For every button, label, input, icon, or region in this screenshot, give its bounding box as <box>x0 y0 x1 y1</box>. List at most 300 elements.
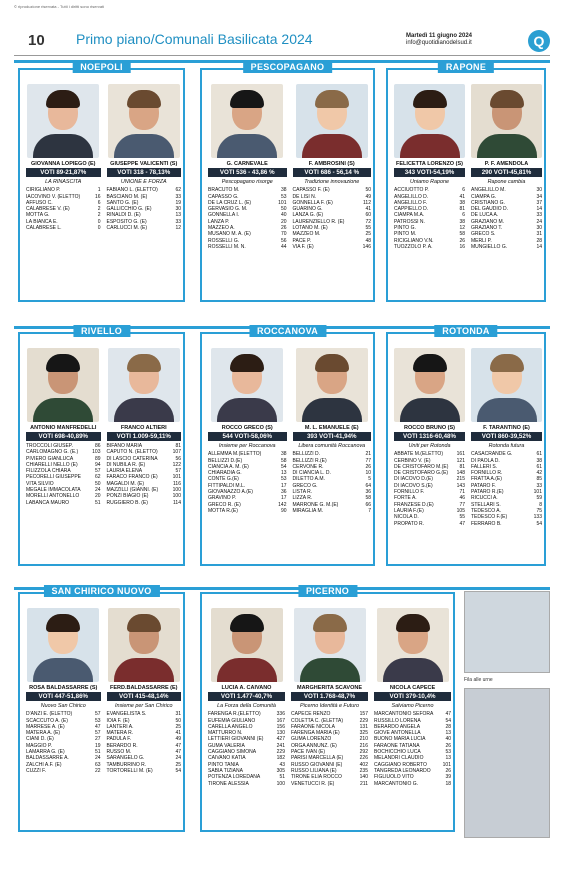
councillor-name: FRANZESE D.(E) <box>394 501 434 508</box>
town-name: ROCCANOVA <box>249 325 326 337</box>
councillor-name: CARLOMAGNO G. (E.) <box>26 449 79 456</box>
councillor-votes: 53 <box>94 717 101 724</box>
councillor-name: FARAONE TATIANA <box>374 742 420 749</box>
councillor-name: FARAONE NICOLA <box>291 723 335 730</box>
councillor-votes: 101 <box>278 199 287 206</box>
town-box <box>18 326 185 566</box>
councillor-name: LAMARRA G. (E) <box>26 749 65 756</box>
councillor-name: MAZZEO A. <box>208 225 235 232</box>
councillor-votes: 2 <box>97 206 101 213</box>
councillor-name: PACE IVAN (E) <box>291 749 325 756</box>
councillor-votes: 143 <box>456 482 465 489</box>
candidate-name: ROCCO GRECO (S) <box>221 425 273 431</box>
candidate-column <box>471 348 542 527</box>
candidate-votes: VOTI 1.768-48,7% <box>291 692 368 701</box>
councillor-votes: 121 <box>456 457 465 464</box>
councillor-votes: 131 <box>359 723 368 730</box>
councillor-name: MEGALE IMMACOLATA <box>26 487 81 494</box>
councillor-name: AFFUSO C. <box>26 199 53 206</box>
list-item <box>394 521 465 527</box>
photo-body <box>114 134 174 158</box>
town-name: PICERNO <box>298 585 357 597</box>
councillor-name: MARRESE A. (E) <box>26 723 65 730</box>
councillor-name: ESPOSITO G. (E) <box>106 218 147 225</box>
councillor-name: DI NUBILA R. (E) <box>106 461 146 468</box>
candidate-votes: 290 VOTI-45,81% <box>471 168 542 177</box>
councillor-votes: 27 <box>94 736 101 743</box>
party-name: Insieme per Roccanova <box>218 443 276 449</box>
councillor-votes: 26 <box>365 463 371 470</box>
councillor-votes: 161 <box>456 451 465 458</box>
councillor-votes: 42 <box>536 470 542 477</box>
photo-body <box>477 134 537 158</box>
candidate-photo <box>27 84 99 158</box>
councillor-name: CIANCIA A. M. (E) <box>208 463 249 470</box>
councillor-votes: 6 <box>97 199 101 206</box>
councillor-name: CIAMPA M.A. <box>394 212 425 219</box>
councillor-votes: 157 <box>359 711 368 718</box>
councillor-votes: 21 <box>365 451 371 458</box>
councillor-name: DE CRISTOFARO M.(E) <box>394 463 449 470</box>
councillor-votes: 55 <box>365 225 371 232</box>
list-item <box>26 500 101 506</box>
candidate-photo <box>108 348 180 422</box>
councillor-votes: 402 <box>359 761 368 768</box>
councillor-name: TAMBURRINO R. <box>106 761 147 768</box>
candidate-name: NICOLA CAPECE <box>389 685 436 691</box>
candidate-photo <box>471 348 542 422</box>
councillor-name: FARACO FRANCO (E) <box>106 474 158 481</box>
councillor-votes: 50 <box>175 717 181 724</box>
councillor-votes: 43 <box>279 761 285 768</box>
councillor-name: DEL GAUDIO D. <box>471 206 509 213</box>
photo-body <box>114 398 174 422</box>
councillor-votes: 19 <box>94 742 101 749</box>
councillor-votes: 10 <box>365 470 371 477</box>
candidate-name: FELICETTA LORENZO (S) <box>396 161 463 167</box>
councillor-name: BELLIZZI R.(E) <box>292 457 327 464</box>
council-list <box>291 703 368 787</box>
candidate-column <box>394 348 465 527</box>
candidate-column <box>26 608 101 774</box>
councillor-name: GUARINO G. <box>292 206 323 213</box>
councillor-votes: 130 <box>276 730 285 737</box>
councillor-votes: 38 <box>459 199 465 206</box>
councillor-name: BERARDO R. <box>106 742 138 749</box>
councillor-votes: 325 <box>359 730 368 737</box>
candidate-photo <box>27 608 99 682</box>
photo-body <box>217 658 277 682</box>
councillor-name: TANGREDA LEONARDO <box>374 767 431 774</box>
photo-hair <box>313 614 347 632</box>
councillor-votes: 40 <box>280 212 287 219</box>
councillor-name: LAURIA F.(E) <box>394 507 424 514</box>
councillor-votes: 54 <box>536 520 542 527</box>
councillor-votes: 229 <box>276 749 285 756</box>
councillor-votes: 61 <box>536 451 542 458</box>
councillor-votes: 81 <box>459 206 465 213</box>
councillor-votes: 58 <box>280 457 287 464</box>
councillor-votes: 64 <box>365 482 371 489</box>
councillor-votes: 39 <box>445 774 451 781</box>
councillor-name: SABIA TIZIANA <box>208 767 243 774</box>
page-title: Primo piano/Comunali Basilicata 2024 <box>76 31 313 47</box>
candidate-column <box>293 348 372 514</box>
councillor-votes: 20 <box>280 218 287 225</box>
councillor-votes: 53 <box>445 749 451 756</box>
councillor-name: ROSSELLI G. <box>208 237 240 244</box>
councillor-name: MOTTA R.(E) <box>208 507 238 514</box>
candidate-name: LUCIA A. CAIVANO <box>221 685 272 691</box>
councillor-votes: 216 <box>359 742 368 749</box>
councillor-votes: 28 <box>536 237 542 244</box>
list-item <box>471 244 542 250</box>
councillor-name: SANTO G. (E) <box>106 199 139 206</box>
photo-hair <box>315 90 349 108</box>
councillor-name: MAZZILLI (GIANNI. (E) <box>106 487 159 494</box>
councillor-name: GONNELLA I. <box>208 212 240 219</box>
councillor-votes: 24 <box>94 487 101 494</box>
candidate-column <box>291 608 368 787</box>
councillor-name: BRACUTO M. <box>208 187 240 194</box>
council-list <box>293 443 372 514</box>
councillor-name: ANGELILLO F. <box>394 199 428 206</box>
logo-icon: Q <box>528 30 550 52</box>
town-name: RIVELLO <box>73 325 130 337</box>
councillor-votes: 16 <box>459 243 465 250</box>
councillor-votes: 94 <box>94 461 101 468</box>
councillor-votes: 215 <box>456 476 465 483</box>
photo-hair <box>490 354 524 372</box>
council-list <box>107 179 182 231</box>
councillor-name: PARISI MARCELLA (E) <box>291 755 344 762</box>
councillor-votes: 6 <box>462 187 465 194</box>
candidate-photo <box>108 608 180 682</box>
councillor-votes: 36 <box>365 489 371 496</box>
councillor-votes: 85 <box>536 476 542 483</box>
candidate-column <box>208 348 287 514</box>
councillor-name: LETTIERI GIOVANNI (E) <box>208 736 264 743</box>
candidate-votes: VOTI 379-10,4% <box>374 692 451 701</box>
photo-hair <box>127 90 161 108</box>
councillor-votes: 70 <box>280 231 287 238</box>
councillor-votes: 41 <box>459 193 465 200</box>
councillor-votes: 116 <box>173 480 181 487</box>
councillor-votes: 101 <box>533 489 542 496</box>
councillor-name: GIOVE ANTONELLA <box>374 730 421 737</box>
candidate-votes: VOTI 860-39,52% <box>471 432 542 441</box>
candidate-column <box>107 348 182 506</box>
councillor-votes: 50 <box>280 206 287 213</box>
council-list <box>208 179 287 250</box>
councillor-votes: 7 <box>368 507 371 514</box>
councillor-name: RICIGLIANO V.N. <box>394 237 434 244</box>
party-name: UNIONE E FORZA <box>120 179 167 185</box>
councillor-votes: 33 <box>175 218 181 225</box>
councillor-votes: 38 <box>536 457 542 464</box>
councillor-name: GERVASIO G. M. <box>208 206 248 213</box>
councillor-votes: 57 <box>94 711 101 718</box>
councillor-name: FIGLIUOLO VITO <box>374 774 414 781</box>
councillor-name: DE LUCA A. <box>471 212 499 219</box>
photo-body <box>114 658 174 682</box>
photo-hair <box>46 614 80 632</box>
councillor-votes: 89 <box>94 455 101 462</box>
councillor-name: SARANGELO G. <box>106 755 145 762</box>
councillor-name: FARENGA R.(ELETTO) <box>208 711 261 718</box>
town-box <box>386 62 546 302</box>
councillor-name: MORELLI ANTONELLO <box>26 493 80 500</box>
councillor-votes: 5 <box>368 476 371 483</box>
list-item <box>26 225 101 231</box>
councillor-name: CAPASSO F. (E) <box>292 187 330 194</box>
councillor-votes: 41 <box>365 206 371 213</box>
councillor-votes: 33 <box>536 482 542 489</box>
councillor-votes: 24 <box>536 218 542 225</box>
town-box <box>386 326 546 566</box>
candidate-photo <box>394 348 465 422</box>
councillor-name: NICOLA D. <box>394 514 419 521</box>
councillor-votes: 24 <box>175 755 181 762</box>
photo-hair <box>127 614 161 632</box>
candidate-name: GIOVANNA LOPIEGO (E) <box>31 161 96 167</box>
councillor-votes: 58 <box>459 231 465 238</box>
councillor-name: GRECO G. <box>292 482 318 489</box>
candidate-name: F. AMBROSINI (S) <box>308 161 355 167</box>
councillor-votes: 46 <box>459 495 465 502</box>
copyright-note: © riproduzione riservata - Tutti i diritti sono riservati <box>14 4 105 9</box>
councillor-votes: 167 <box>276 717 285 724</box>
councillor-votes: 100 <box>172 493 181 500</box>
councillor-name: CRISTIANO G. <box>471 199 505 206</box>
list-item <box>208 781 285 787</box>
councillor-votes: 49 <box>365 193 371 200</box>
councillor-name: LISTA R. <box>292 489 313 496</box>
photo-body <box>400 398 460 422</box>
councillor-name: SCACCUTO A. (E) <box>26 717 68 724</box>
councillor-name: DI PAOLA D. <box>471 457 500 464</box>
councillor-votes: 56 <box>175 455 181 462</box>
councillor-votes: 81 <box>175 443 181 449</box>
councillor-votes: 86 <box>94 443 101 449</box>
councillor-votes: 26 <box>445 767 451 774</box>
councillor-name: BELLIZZI D. <box>292 451 321 458</box>
photo-body <box>217 134 277 158</box>
councillor-name: BASCIANO M. (E) <box>106 193 148 200</box>
councillor-votes: 211 <box>360 780 368 787</box>
candidate-column <box>26 348 101 506</box>
councillor-votes: 63 <box>94 761 101 768</box>
councillor-votes: 54 <box>175 767 181 774</box>
candidate-photo <box>211 608 283 682</box>
councillor-votes: 26 <box>445 742 451 749</box>
councillor-votes: 51 <box>94 499 101 506</box>
councillor-votes: 77 <box>365 457 371 464</box>
list-item <box>293 508 372 514</box>
councillor-name: CHIARADIA G. <box>208 470 242 477</box>
councillor-votes: 28 <box>445 723 451 730</box>
councillor-name: ROSSELLI M. N. <box>208 243 246 250</box>
list-item <box>471 521 542 527</box>
party-name: Nuovo San Chirico <box>40 703 86 709</box>
candidate-votes: VOTI 1316-60,48% <box>394 432 465 441</box>
page-header <box>14 30 550 56</box>
councillor-name: LOTANO M. (E) <box>292 225 328 232</box>
council-list <box>107 443 182 506</box>
candidate-column <box>293 84 372 250</box>
councillor-name: FERRARO B. <box>471 520 502 527</box>
list-item <box>107 768 182 774</box>
council-list <box>374 703 451 787</box>
councillor-votes: 50 <box>365 187 371 194</box>
councillor-votes: 53 <box>280 476 287 483</box>
councillor-name: VITA SILVIO <box>26 480 54 487</box>
councillor-votes: 40 <box>445 736 451 743</box>
councillor-votes: 142 <box>278 501 287 508</box>
councillor-name: PATARO R.(E) <box>471 489 504 496</box>
councillor-name: PINTO G. <box>394 225 416 232</box>
councillor-votes: 235 <box>359 767 368 774</box>
list-item <box>394 244 465 250</box>
councillor-name: PIVIERO GIANLUCA <box>26 455 74 462</box>
councillor-name: PROPATO R. <box>394 520 425 527</box>
councillor-votes: 13 <box>445 755 451 762</box>
photo-body <box>302 398 362 422</box>
photo-hair <box>46 90 80 108</box>
councillor-votes: 54 <box>280 463 287 470</box>
list-item <box>26 768 101 774</box>
councillor-votes: 25 <box>175 723 181 730</box>
candidate-column <box>471 84 542 250</box>
councillor-name: CAGGIANO SIMONA <box>208 749 257 756</box>
councillor-name: MAGGIO P. <box>26 742 53 749</box>
councillor-name: LA BIANCA E. <box>26 218 58 225</box>
party-name: Picerno Identità e Futuro <box>299 703 360 709</box>
councillor-votes: 58 <box>365 495 371 502</box>
councillor-votes: 47 <box>175 742 181 749</box>
council-list <box>471 443 542 527</box>
councillor-votes: 77 <box>459 501 465 508</box>
site-link[interactable]: info@quotidianodelsud.it <box>406 40 472 46</box>
councillor-name: FORNILLO F. <box>394 489 425 496</box>
councillor-votes: 336 <box>276 711 285 718</box>
councillor-name: BIFANO MARIA <box>106 443 143 449</box>
councillor-name: TEDESCO F.(E) <box>471 514 508 521</box>
councillor-name: LIZZA R. <box>292 495 313 502</box>
councillor-votes: 54 <box>445 717 451 724</box>
councillor-name: GONNELLA F. (E) <box>292 199 333 206</box>
councillor-votes: 49 <box>175 736 181 743</box>
councillor-votes: 182 <box>276 755 285 762</box>
candidate-votes: 393 VOTI-41,94% <box>293 432 372 441</box>
councillor-name: ANGELILLO M. <box>471 187 506 194</box>
councillor-name: GRECO R. (E) <box>208 501 241 508</box>
town-box <box>200 62 375 302</box>
candidate-name: FERD.BALDASSARRE (E) <box>109 685 178 691</box>
council-list <box>471 179 542 250</box>
councillor-name: MATERA R. <box>106 730 134 737</box>
town-name: SAN CHIRICO NUOVO <box>43 585 159 597</box>
councillor-votes: 0 <box>97 218 101 225</box>
photo-caption: Fila alle urne <box>464 677 493 683</box>
councillor-votes: 37 <box>536 199 542 206</box>
photo-body <box>400 134 460 158</box>
council-list <box>293 179 372 250</box>
candidate-votes: VOTI 89-21,87% <box>26 168 101 177</box>
councillor-name: RUSSO M. <box>106 749 132 756</box>
candidate-votes: VOTI 318 - 78,13% <box>107 168 182 177</box>
councillor-name: PATARO F. <box>471 482 496 489</box>
candidate-column <box>26 84 101 231</box>
councillor-name: MATTURRO N. <box>208 730 243 737</box>
councillor-name: PADULA F. <box>106 736 132 743</box>
councillor-votes: 90 <box>280 507 287 514</box>
councillor-name: CAPECE RENZO <box>291 711 331 718</box>
councillor-name: ALLEMMA M.(ELETTO) <box>208 451 262 458</box>
councillor-votes: 81 <box>459 463 465 470</box>
councillor-votes: 100 <box>172 487 181 494</box>
councillor-name: GRECO S. <box>471 231 496 238</box>
councillor-votes: 17 <box>280 482 287 489</box>
candidate-votes: VOTI 1.477-40,7% <box>208 692 285 701</box>
councillor-name: TUOZZOLO P. A. <box>394 243 433 250</box>
councillor-name: CERVONE R. <box>292 463 324 470</box>
councillor-votes: 13 <box>280 470 287 477</box>
councillor-name: PINTO TANIA <box>208 761 239 768</box>
list-item <box>208 508 287 514</box>
councillor-votes: 22 <box>94 767 101 774</box>
councillor-name: POTENZA LOREDANA <box>208 774 261 781</box>
councillor-name: FRATTA A.(E) <box>471 476 502 483</box>
candidate-photo <box>108 84 180 158</box>
date-text: Martedì 11 giugno 2024 <box>406 33 473 39</box>
councillor-votes: 8 <box>539 501 542 508</box>
candidate-name: ROCCO BRUNO (S) <box>403 425 456 431</box>
councillor-votes: 16 <box>94 193 101 200</box>
candidate-photo <box>471 84 542 158</box>
councillor-name: GRAZIANO M. <box>471 218 505 225</box>
councillor-votes: 75 <box>536 507 542 514</box>
photo-hair <box>230 354 264 372</box>
councillor-name: LANZA G. (E) <box>292 212 324 219</box>
list-item <box>291 781 368 787</box>
party-name: Uniamo Rapone <box>410 179 449 185</box>
candidate-name: M. L. EMANUELE (E) <box>304 425 359 431</box>
town-box <box>200 586 455 832</box>
councillor-votes: 427 <box>276 736 285 743</box>
councillor-votes: 47 <box>459 520 465 527</box>
candidate-column <box>394 84 465 250</box>
councillor-name: MOTTA G. <box>26 212 50 219</box>
councillor-name: GALLICCHIO G. (E) <box>106 206 152 213</box>
candidate-votes: VOTI 415-48,14% <box>107 692 182 701</box>
councillor-votes: 48 <box>365 237 371 244</box>
councillor-votes: 105 <box>456 507 465 514</box>
councillor-name: CALABRESE L. <box>26 225 62 232</box>
candidate-photo <box>294 608 366 682</box>
councillor-votes: 107 <box>172 449 181 456</box>
photo-body <box>33 134 93 158</box>
councillor-name: DI IACOVO D.(E) <box>394 476 433 483</box>
list-item <box>107 225 182 231</box>
councillor-name: DI IACOVO S.(E) <box>394 482 433 489</box>
councillor-name: MARCANTONIO G. <box>374 780 419 787</box>
town-box <box>18 586 185 832</box>
councillor-votes: 1 <box>97 187 101 194</box>
councillor-name: IOIA F. (E) <box>106 717 130 724</box>
town-name: ROTONDA <box>434 325 497 337</box>
party-name: Salviamo Picerno <box>391 703 434 709</box>
